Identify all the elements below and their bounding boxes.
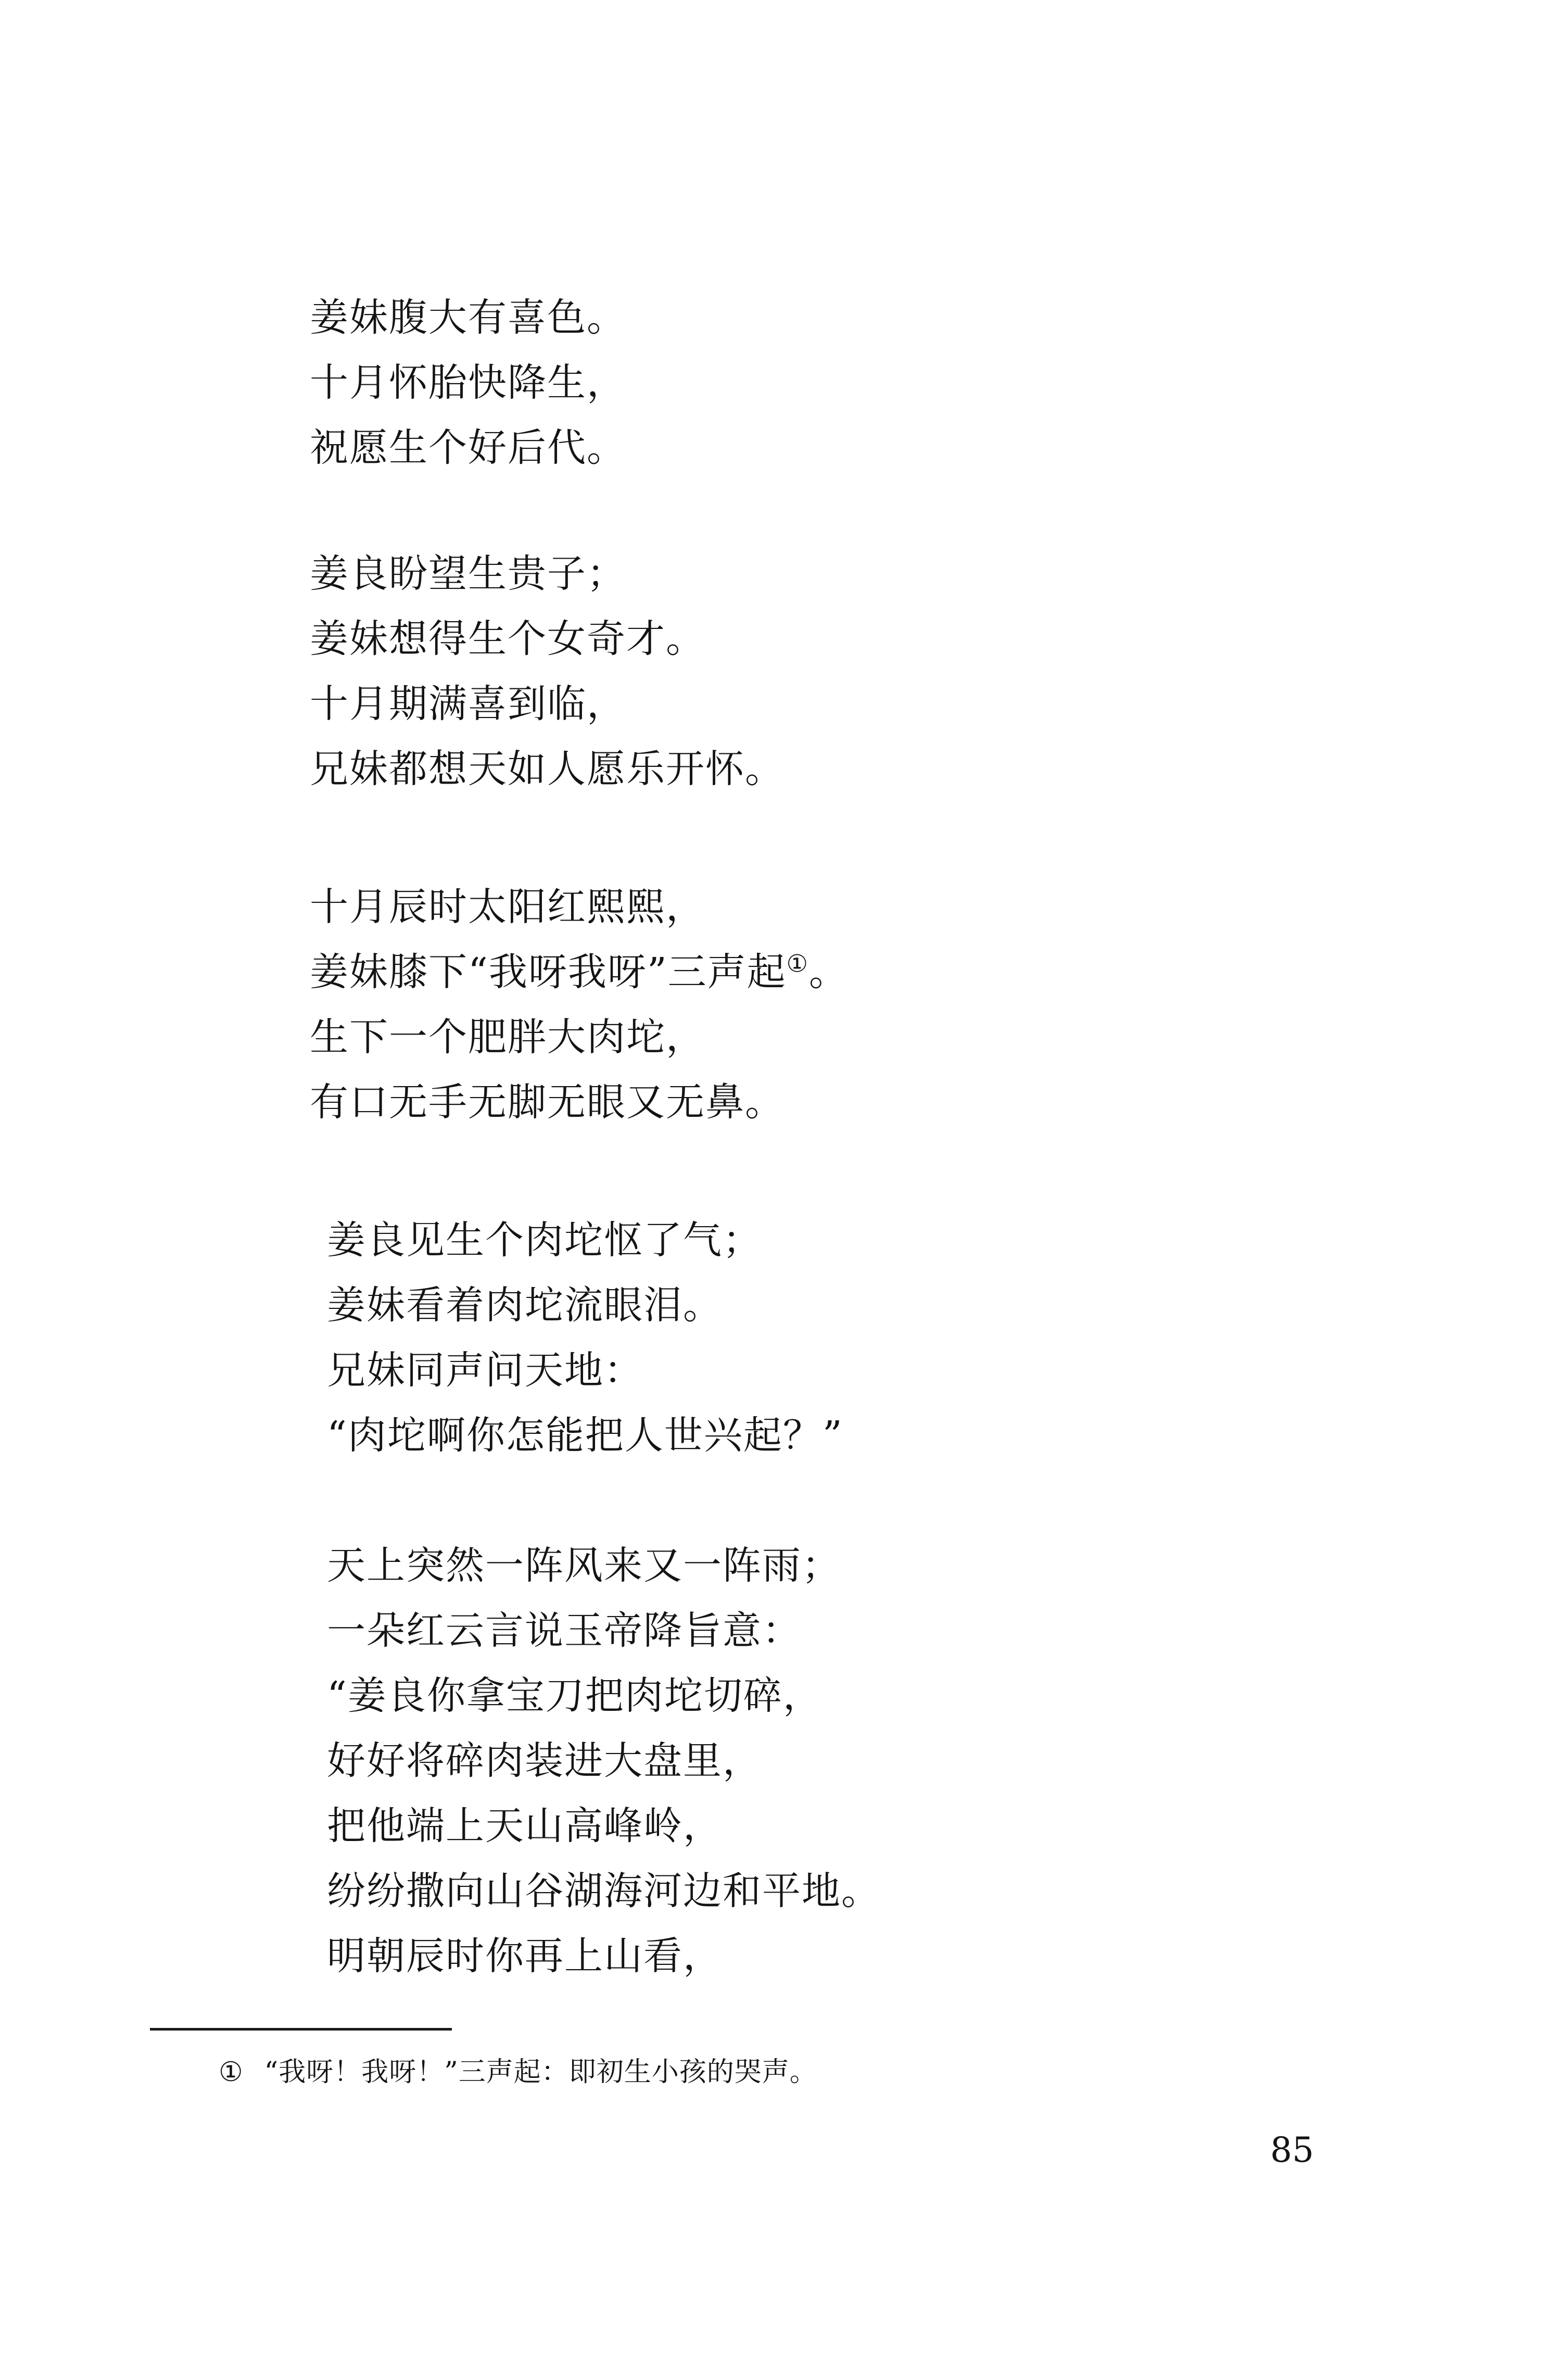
stanza-4 [327, 1208, 843, 1468]
footnote-text: “我呀！我呀！”三声起：即初生小孩的哭声。 [264, 2057, 817, 2088]
verse-line: 姜妹想得生个女奇才。 [310, 616, 705, 661]
verse-line: 有口无手无脚无眼又无鼻。 [310, 1080, 785, 1125]
verse-line: 明朝辰时你再上山看， [327, 1934, 723, 1978]
verse-line: 姜妹腹大有喜色。 [310, 295, 626, 340]
stanza-2 [310, 541, 785, 802]
verse-line: 十月期满喜到临， [310, 682, 626, 726]
verse-line: 姜良盼望生贵子； [310, 551, 626, 596]
verse-line: 祝愿生个好后代。 [310, 425, 626, 470]
footnote-separator [150, 2028, 452, 2031]
verse-line-with-footnote [310, 940, 849, 1005]
verse-line: 十月怀胎快降生， [310, 360, 626, 405]
footnote-mark: ① [219, 2057, 244, 2088]
verse-line: 生下一个肥胖大肉坨， [310, 1015, 705, 1060]
stanza-1 [310, 285, 626, 481]
verse-text: 姜妹膝下“我呀我呀”三声起 [310, 950, 787, 994]
verse-line: 纷纷撒向山谷湖海河边和平地。 [327, 1869, 881, 1913]
verse-line: “姜良你拿宝刀把肉坨切碎， [327, 1673, 823, 1718]
verse-line: 十月辰时太阳红熙熙， [310, 885, 705, 929]
verse-punctuation: 。 [808, 950, 849, 994]
stanza-3 [310, 875, 849, 1135]
verse-line: 一朵红云言说玉帝降旨意： [327, 1608, 802, 1653]
verse-line: “肉坨啊你怎能把人世兴起？” [327, 1413, 843, 1458]
footnote-reference[interactable]: ① [786, 949, 809, 978]
verse-line: 兄妹同声问天地： [327, 1348, 643, 1393]
verse-line: 天上突然一阵风来又一阵雨； [327, 1543, 841, 1588]
page-number: 85 [1270, 2130, 1314, 2170]
verse-line: 把他端上天山高峰岭， [327, 1804, 723, 1848]
verse-line: 姜妹看着肉坨流眼泪。 [327, 1283, 723, 1328]
footnote [219, 2054, 817, 2090]
stanza-5 [327, 1533, 881, 1989]
verse-line: 好好将碎肉装进大盘里， [327, 1738, 762, 1783]
verse-line: 兄妹都想天如人愿乐开怀。 [310, 747, 785, 791]
verse-line: 姜良见生个肉坨怄了气； [327, 1218, 762, 1263]
